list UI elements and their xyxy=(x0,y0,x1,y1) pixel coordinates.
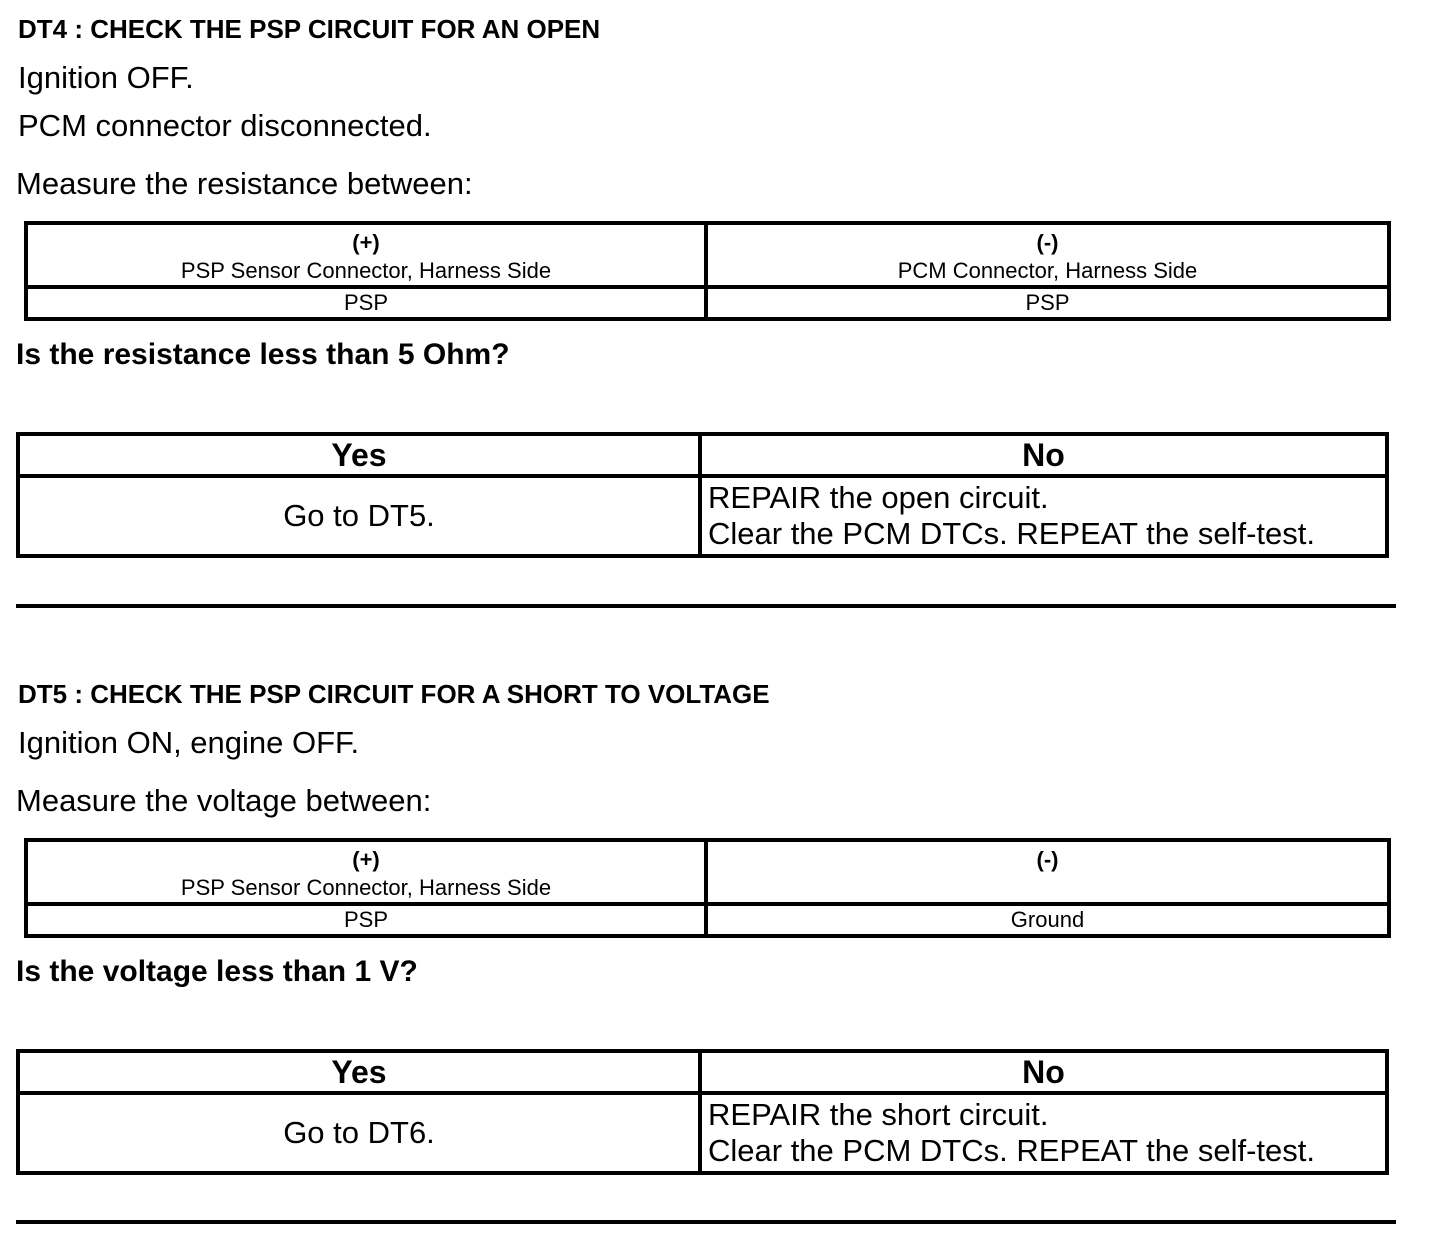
dt4-positive-sign: (+) xyxy=(352,230,380,255)
dt4-negative-sign: (-) xyxy=(1036,230,1059,255)
dt5-measure-prompt: Measure the voltage between: xyxy=(16,783,432,818)
dt4-positive-label: PSP Sensor Connector, Harness Side xyxy=(180,258,552,283)
dt5-positive-value: PSP xyxy=(26,904,706,936)
dt4-no-action-line-2: Clear the PCM DTCs. REPEAT the self-test. xyxy=(708,516,1315,551)
dt5-title: DT5 : CHECK THE PSP CIRCUIT FOR A SHORT TO VOLTAGE xyxy=(18,679,770,709)
dt4-positive-value: PSP xyxy=(26,287,706,319)
dt5-condition-1: Ignition ON, engine OFF. xyxy=(18,725,360,760)
dt5-positive-label: PSP Sensor Connector, Harness Side xyxy=(180,875,552,900)
dt4-measure-table xyxy=(24,221,1391,321)
dt5-negative-value: Ground xyxy=(1010,907,1085,932)
dt5-positive-sign: (+) xyxy=(352,847,380,872)
dt4-positive-header xyxy=(26,223,706,287)
dt5-negative-sign: (-) xyxy=(1036,847,1059,872)
dt4-condition-2: PCM connector disconnected. xyxy=(18,108,432,143)
dt4-condition-1: Ignition OFF. xyxy=(18,60,194,95)
dt4-negative-label: PCM Connector, Harness Side xyxy=(897,258,1198,283)
dt4-no-action-line-1: REPAIR the open circuit. xyxy=(708,480,1049,515)
dt4-question: Is the resistance less than 5 Ohm? xyxy=(16,338,510,371)
dt5-no-action-line-2: Clear the PCM DTCs. REPEAT the self-test. xyxy=(708,1133,1315,1168)
dt4-negative-header xyxy=(706,223,1389,287)
section-divider xyxy=(16,604,1396,608)
dt5-no-action-line-1: REPAIR the short circuit. xyxy=(708,1097,1049,1132)
dt5-yes-action: Go to DT6. xyxy=(18,1093,700,1173)
dt5-yes-header: Yes xyxy=(18,1051,700,1093)
dt5-question: Is the voltage less than 1 V? xyxy=(16,955,418,988)
dt5-positive-header xyxy=(26,840,706,904)
dt5-measure-table xyxy=(24,838,1391,938)
dt4-result-table xyxy=(16,432,1389,558)
dt5-result-table xyxy=(16,1049,1389,1175)
dt4-measure-prompt: Measure the resistance between: xyxy=(16,166,473,201)
dt5-no-action xyxy=(700,1093,1387,1173)
dt4-yes-action: Go to DT5. xyxy=(18,476,700,556)
dt4-negative-value: PSP xyxy=(1025,290,1070,315)
dt4-yes-header: Yes xyxy=(18,434,700,476)
bottom-divider xyxy=(16,1220,1396,1224)
dt5-no-header: No xyxy=(700,1051,1387,1093)
dt4-title: DT4 : CHECK THE PSP CIRCUIT FOR AN OPEN xyxy=(18,14,601,44)
dt5-negative-header xyxy=(706,840,1389,904)
dt4-no-header: No xyxy=(700,434,1387,476)
dt4-no-action xyxy=(700,476,1387,556)
